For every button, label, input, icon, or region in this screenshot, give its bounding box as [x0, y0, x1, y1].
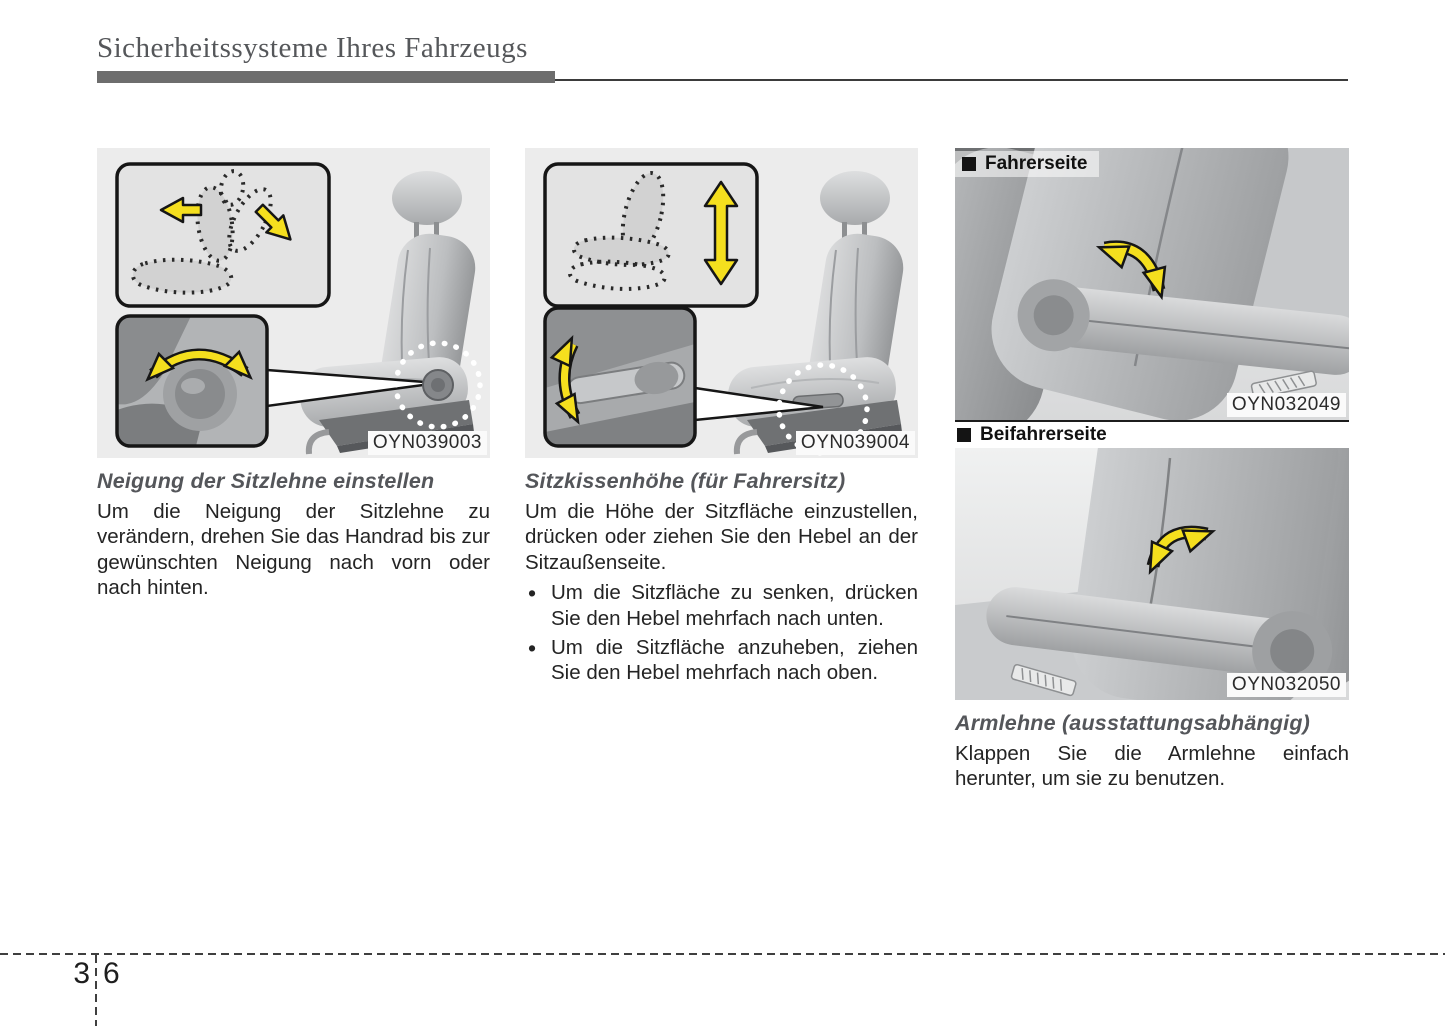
- figure-code: OYN032049: [1227, 393, 1346, 417]
- recline-illustration: [97, 148, 490, 458]
- armrest-driver-photo: [955, 148, 1349, 420]
- section-body: Klappen Sie die Armlehne einfach herunter, um sie zu benutzen.: [955, 742, 1349, 791]
- section-heading: Armlehne (ausstattungsabhängig): [955, 711, 1311, 735]
- section-body: Um die Höhe der Sitzfläche einzustellen, drücken oder ziehen Sie den Hebel an der Sitzaußenseite.: [525, 500, 918, 574]
- square-bullet-icon: [957, 428, 971, 442]
- section-heading: Neigung der Sitzlehne einstellen: [97, 469, 435, 493]
- height-motion-inset: [545, 164, 757, 306]
- list-item: • Um die Sitzfläche anzuheben, ziehen Sie den Hebel mehrfach nach oben.: [525, 635, 918, 686]
- figure-recline: [97, 148, 490, 458]
- figure-cushion-height: [525, 148, 918, 458]
- recline-motion-inset: [117, 164, 329, 306]
- title-underline-rule: [555, 79, 1348, 81]
- section-armrest: [955, 148, 1349, 792]
- title-underline-bar: [97, 71, 555, 83]
- figure-code: OYN039004: [796, 431, 915, 455]
- passenger-side-label: Beifahrerseite: [955, 420, 1349, 448]
- square-bullet-icon: [962, 157, 976, 171]
- figure-code: OYN039003: [368, 431, 487, 455]
- recline-knob-inset: [117, 316, 267, 450]
- figure-code: OYN032050: [1227, 673, 1346, 697]
- figure-armrest-passenger: [955, 448, 1349, 700]
- list-item: • Um die Sitzfläche zu senken, drücken Sie den Hebel mehrfach nach unten.: [525, 580, 918, 631]
- footer-crop-line: [0, 953, 1445, 955]
- instruction-list: [525, 580, 918, 686]
- armrest-passenger-photo: [955, 448, 1349, 700]
- footer-crop-line-vertical: [95, 955, 97, 1026]
- driver-side-label: Fahrerseite: [955, 151, 1099, 177]
- cushion-height-illustration: [525, 148, 918, 458]
- section-heading: Sitzkissenhöhe (für Fahrersitz): [525, 469, 846, 493]
- height-lever-inset: [545, 308, 695, 446]
- section-seatback-recline: [97, 148, 490, 601]
- page-number: 6: [103, 957, 120, 990]
- page-title: Sicherheitssysteme Ihres Fahrzeugs: [97, 32, 528, 64]
- figure-armrest-driver: [955, 148, 1349, 420]
- chapter-number: 3: [73, 957, 90, 990]
- section-cushion-height: [525, 148, 918, 686]
- section-body: Um die Neigung der Sitzlehne zu verändern, drehen Sie das Handrad bis zur gewünschten Neigung nach vorn oder nach hinten.: [97, 500, 490, 600]
